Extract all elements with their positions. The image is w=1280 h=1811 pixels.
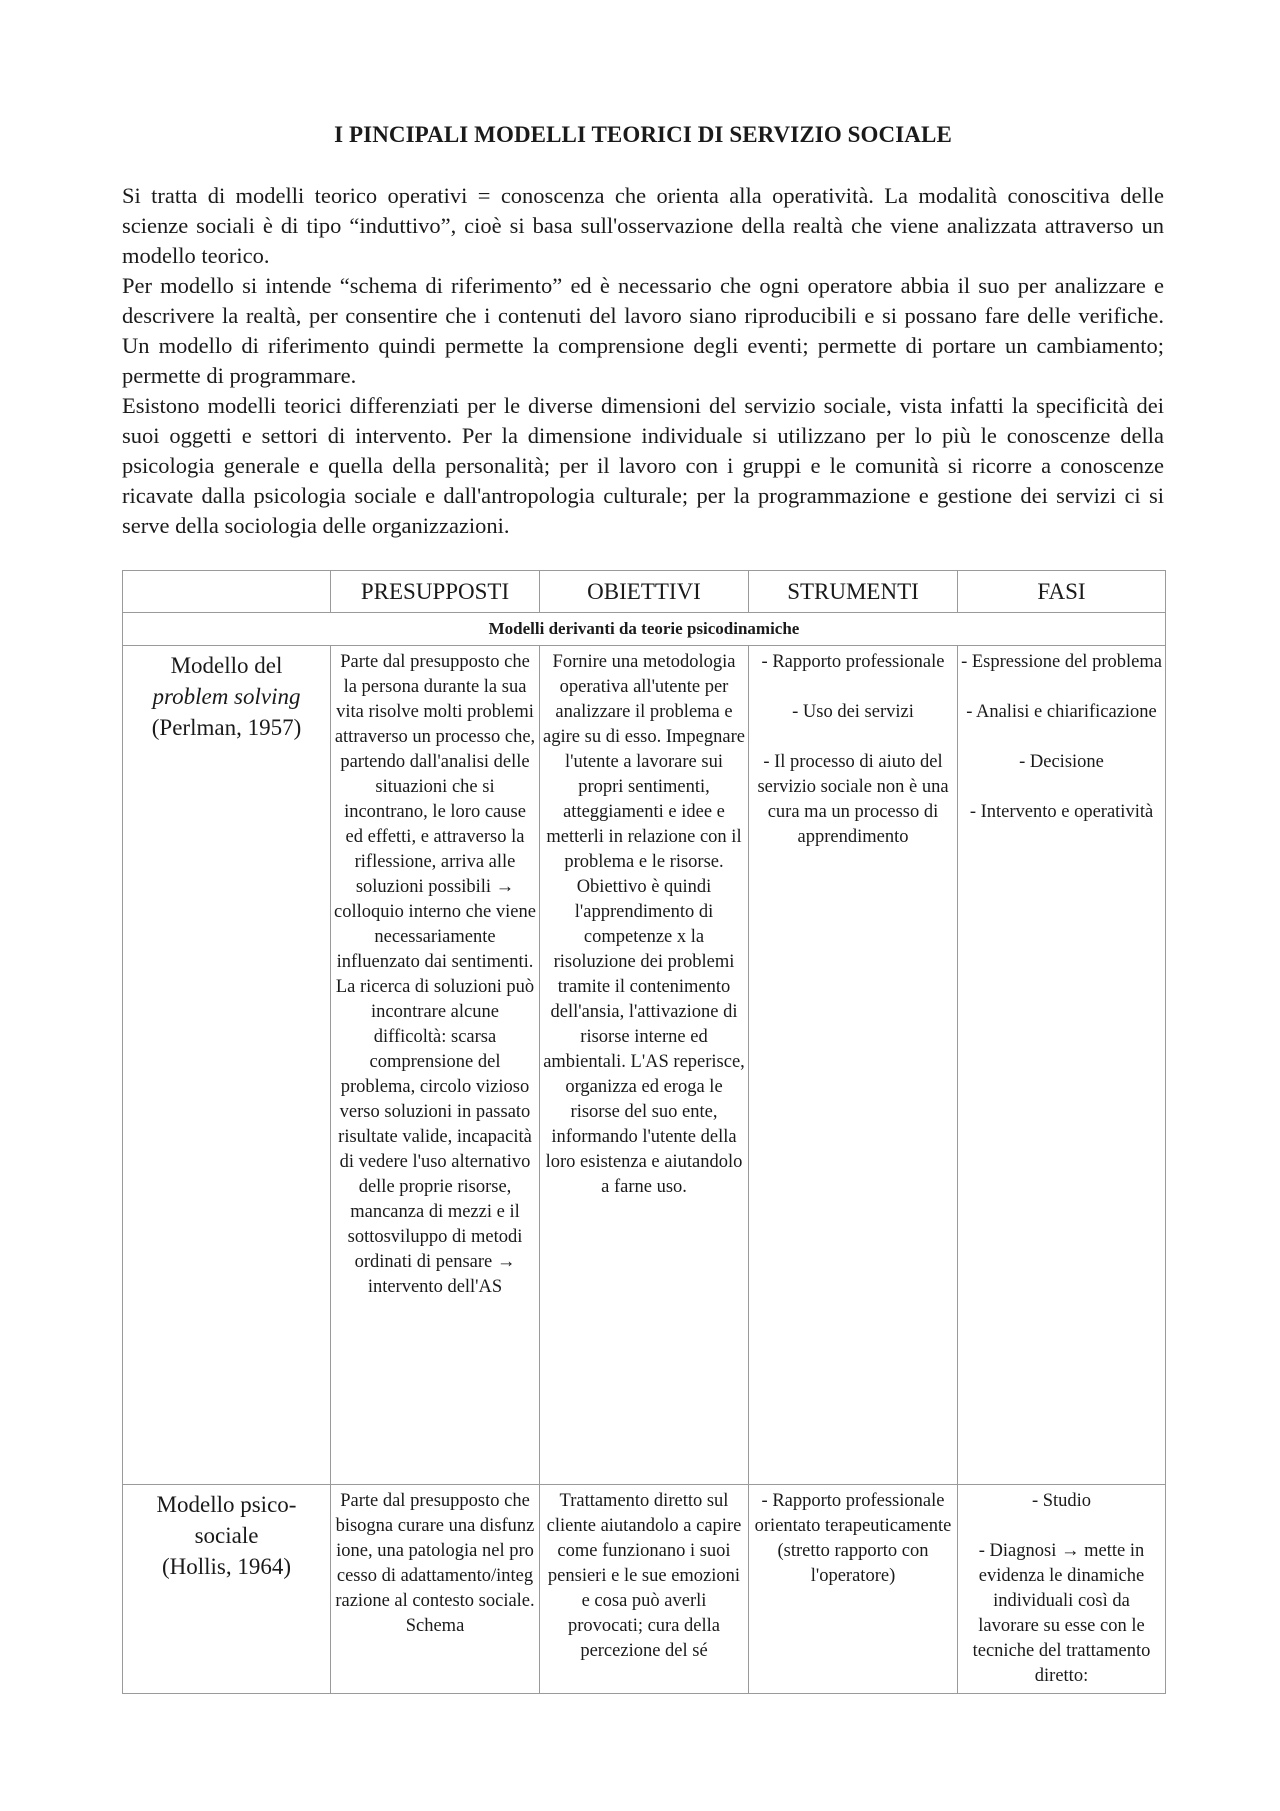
section-row <box>123 613 1166 646</box>
model-label <box>123 646 331 1485</box>
model-author: (Perlman, 1957) <box>151 715 302 740</box>
strumenti-item: - Uso dei servizi <box>792 702 914 722</box>
fasi-cell <box>958 646 1166 1485</box>
section-title: Modelli derivanti da teorie psicodinamiche <box>123 613 1166 646</box>
strumenti-cell <box>749 646 958 1485</box>
presupposti-cell: Parte dal presupposto che la persona durante la sua vita risolve molti problemi attraverso un processo che, partendo dall'analisi delle situazioni che si incontrano, le loro cause ed effetti, e attraverso la riflessione, arriva alle soluzioni possibili → colloquio interno che viene necessariamente influenzato dai sentimenti. La ricerca di soluzioni può incontrare alcune difficoltà: scarsa comprensione del problema, circolo vizioso verso soluzioni in passato risultate valide, incapacità di vedere l'uso alternativo delle proprie risorse, mancanza di mezzi e il sottosviluppo di metodi ordinati di pensare → intervento dell'AS <box>331 646 540 1485</box>
header-empty-cell <box>123 571 331 613</box>
header-fasi: FASI <box>958 571 1166 613</box>
models-table <box>122 570 1166 1694</box>
fasi-cell <box>958 1485 1166 1694</box>
fasi-item: - Studio <box>1031 1491 1092 1511</box>
strumenti-item: - Il processo di aiuto del servizio sociale non è una cura ma un processo di apprendimento <box>757 752 949 847</box>
table-row <box>123 646 1166 1485</box>
header-obiettivi: OBIETTIVI <box>540 571 749 613</box>
obiettivi-cell: Fornire una metodologia operativa all'utente per analizzare il problema e agire su di esso. Impegnare l'utente a lavorare sui propri sentimenti, atteggiamenti e idee e metterli in relazione con il problema e le risorse. Obiettivo è quindi l'apprendimento di competenze x la risoluzione dei problemi tramite il contenimento dell'ansia, l'attivazione di risorse interne ed ambientali. L'AS reperisce, organizza ed eroga le risorse del suo ente, informando l'utente della loro esistenza e aiutandolo a farne uso. <box>540 646 749 1485</box>
fasi-item: - Analisi e chiarificazione <box>966 702 1157 722</box>
fasi-item: - Espressione del problema <box>961 652 1162 672</box>
model-name-italic: problem solving <box>152 684 301 709</box>
table-header-row <box>123 571 1166 613</box>
paragraph: Esistono modelli teorici differenziati per le diverse dimensioni del servizio sociale, vista infatti la specificità dei suoi oggetti e settori di intervento. Per la dimensione individuale si utilizzano per lo più le conoscenze della psicologia generale e quella della personalità; per il lavoro con i gruppi e le comunità si ricorre a conoscenze ricavate dalla psicologia sociale e dall'antropologia culturale; per la programmazione e gestione dei servizi ci si serve della sociologia delle organizzazioni. <box>122 393 1164 538</box>
model-name: Modello del <box>170 653 283 678</box>
header-presupposti: PRESUPPOSTI <box>331 571 540 613</box>
paragraph: Si tratta di modelli teorico operativi = conoscenza che orienta alla operatività. La modalità conoscitiva delle scienze sociali è di tipo “induttivo”, cioè si basa sull'osservazione della realtà che viene analizzata attraverso un modello teorico. <box>122 183 1164 268</box>
fasi-item: - Intervento e operatività <box>969 802 1154 822</box>
model-name: Modello psico-sociale <box>156 1492 297 1548</box>
intro-text <box>122 181 1164 541</box>
model-author: (Hollis, 1964) <box>161 1554 292 1579</box>
document-title: I PINCIPALI MODELLI TEORICI DI SERVIZIO SOCIALE <box>334 122 952 147</box>
presupposti-cell: Parte dal presupposto che bisogna curare una disfunzione, una patologia nel processo di adattamento/integrazione al contesto sociale. Schema <box>331 1485 540 1694</box>
strumenti-item: - Rapporto professionale <box>761 652 945 672</box>
fasi-item: - Decisione <box>1019 752 1104 772</box>
strumenti-item: - Rapporto professionale orientato terapeuticamente (stretto rapporto con l'operatore) <box>754 1491 952 1586</box>
obiettivi-cell: Trattamento diretto sul cliente aiutandolo a capire come funzionano i suoi pensieri e le sue emozioni e cosa può averli provocati; cura della percezione del sé <box>540 1485 749 1694</box>
strumenti-cell <box>749 1485 958 1694</box>
fasi-item: - Diagnosi → mette in evidenza le dinamiche individuali così da lavorare su esse con le tecniche del trattamento diretto: <box>972 1541 1151 1686</box>
table-row <box>123 1485 1166 1694</box>
header-strumenti: STRUMENTI <box>749 571 958 613</box>
model-label <box>123 1485 331 1694</box>
paragraph: Per modello si intende “schema di riferimento” ed è necessario che ogni operatore abbia il suo per analizzare e descrivere la realtà, per consentire che i contenuti del lavoro siano riproducibili e si possano fare delle verifiche. Un modello di riferimento quindi permette la comprensione degli eventi; permette di portare un cambiamento; permette di programmare. <box>122 273 1164 388</box>
